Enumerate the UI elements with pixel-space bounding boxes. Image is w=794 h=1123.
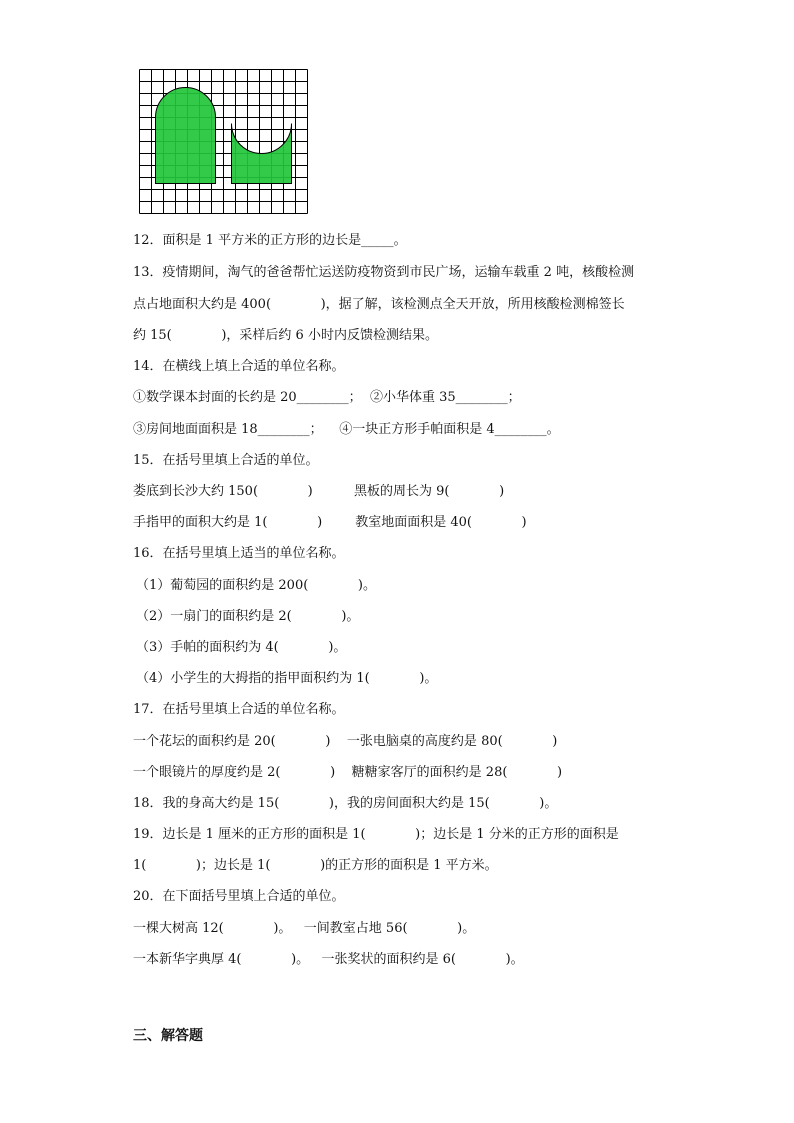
- cup-shape: [232, 124, 292, 184]
- arch-shape: [156, 88, 216, 184]
- question-16: 16．在括号里填上适当的单位名称。: [133, 546, 345, 561]
- section-title: 三、解答题: [133, 1028, 203, 1044]
- question-18: 18．我的身高大约是 15( )，我的房间面积大约是 15( )。: [133, 796, 558, 811]
- question-16-item-2: （2）一扇门的面积约是 2( )。: [136, 609, 360, 624]
- question-20: 20．在下面括号里填上合适的单位。: [133, 889, 345, 904]
- grid-figure: [139, 69, 309, 219]
- question-17: 17．在括号里填上合适的单位名称。: [133, 702, 345, 717]
- question-14-items-a: ①数学课本封面的长约是 20________； ②小华体重 35________；: [133, 390, 521, 405]
- question-19-line-1: 19．边长是 1 厘米的正方形的面积是 1( )；边长是 1 分米的正方形的面积是: [133, 827, 619, 842]
- question-15-row-1: 娄底到长沙大约 150( ) 黑板的周长为 9( ): [133, 484, 505, 499]
- question-16-item-3: （3）手帕的面积约为 4( )。: [136, 640, 347, 655]
- question-17-row-2: 一个眼镜片的厚度约是 2( ) 糖糖家客厅的面积约是 28( ): [133, 765, 563, 780]
- question-19-line-2: 1( )；边长是 1( )的正方形的面积是 1 平方米。: [133, 858, 498, 873]
- question-13-line-1: 13．疫情期间，淘气的爸爸帮忙运送防疫物资到市民广场，运输车载重 2 吨，核酸检测: [133, 265, 635, 280]
- question-15: 15．在括号里填上合适的单位。: [133, 453, 319, 468]
- question-20-row-1: 一棵大树高 12( )。 一间教室占地 56( )。: [133, 921, 476, 936]
- question-16-item-4: （4）小学生的大拇指的指甲面积约为 1( )。: [136, 671, 438, 686]
- question-17-row-1: 一个花坛的面积约是 20( ) 一张电脑桌的高度约是 80( ): [133, 734, 558, 749]
- question-13-line-2: 点占地面积大约是 400( )，据了解，该检测点全天开放，所用核酸检测棉签长: [133, 297, 625, 312]
- question-16-item-1: （1）葡萄园的面积约是 200( )。: [136, 578, 376, 593]
- question-20-row-2: 一本新华字典厚 4( )。 一张奖状的面积约是 6( )。: [133, 952, 524, 967]
- question-12: 12．面积是 1 平方米的正方形的边长是_____。: [133, 233, 407, 248]
- question-14-items-b: ③房间地面面积是 18________； ④一块正方形手帕面积是 4________。: [133, 422, 560, 437]
- question-15-row-2: 手指甲的面积大约是 1( ) 教室地面面积是 40( ): [133, 515, 527, 530]
- question-13-line-3: 约 15( )，采样后约 6 小时内反馈检测结果。: [133, 328, 438, 343]
- question-14: 14．在横线上填上合适的单位名称。: [133, 359, 345, 374]
